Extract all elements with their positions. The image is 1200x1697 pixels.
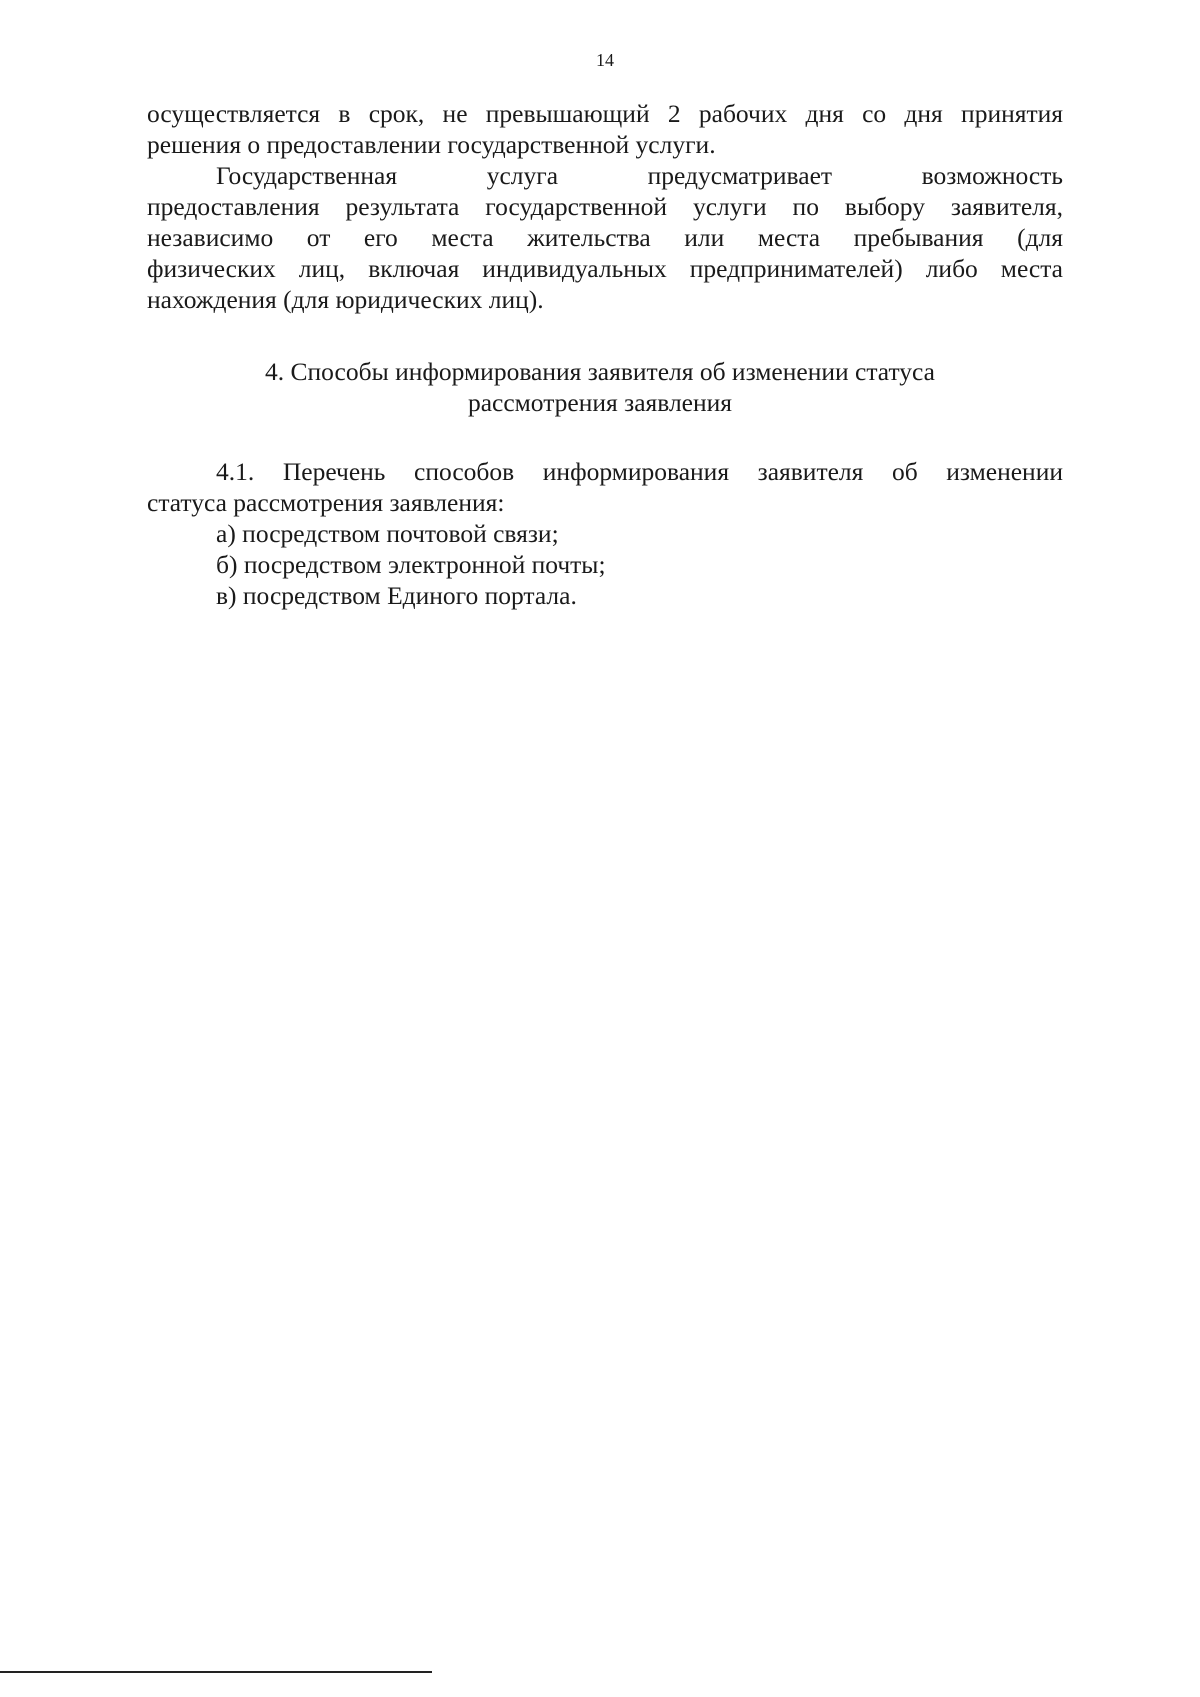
text-line: Государственная услуга предусматривает возможность: [216, 161, 1063, 190]
paragraph-methods-list: [147, 456, 1063, 611]
text-line: статуса рассмотрения заявления:: [147, 488, 505, 517]
text-line: предоставления результата государственной услуги по выбору заявителя,: [147, 192, 1063, 221]
list-item: б) посредством электронной почты;: [216, 550, 606, 579]
paragraph-continuation: [147, 98, 1063, 160]
text-line: 4.1. Перечень способов информирования заявителя об изменении: [216, 457, 1063, 486]
text-line: физических лиц, включая индивидуальных предпринимателей) либо места: [147, 254, 1063, 283]
section-heading-line: рассмотрения заявления: [467, 388, 733, 417]
footer-rule: [0, 1671, 432, 1673]
section-heading-line: 4. Способы информирования заявителя об изменении статуса: [265, 357, 935, 386]
paragraph-service-result: [147, 160, 1063, 315]
text-line: осуществляется в срок, не превышающий 2 рабочих дня со дня принятия: [147, 99, 1063, 128]
page-number: 14: [596, 50, 614, 70]
section-heading: [0, 356, 1200, 418]
text-line: нахождения (для юридических лиц).: [147, 285, 544, 314]
text-line: решения о предоставлении государственной услуги.: [147, 130, 716, 159]
list-item: а) посредством почтовой связи;: [216, 519, 559, 548]
list-item: в) посредством Единого портала.: [216, 581, 577, 610]
text-line: независимо от его места жительства или места пребывания (для: [147, 223, 1063, 252]
